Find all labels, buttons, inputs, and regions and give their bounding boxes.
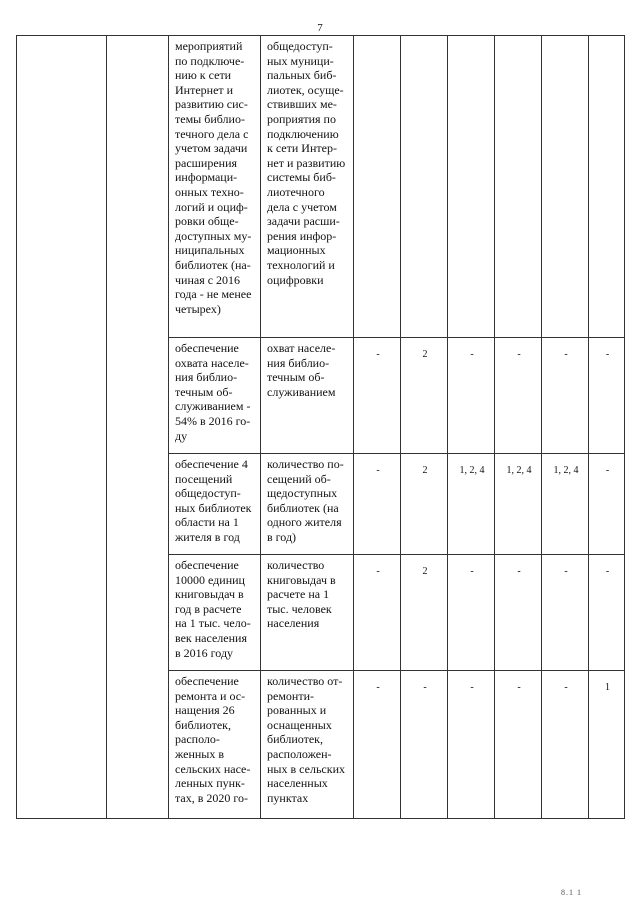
mark-cell: - <box>448 555 495 671</box>
indicator-text: охват населе- ния библио- течным об- служиванием <box>267 341 336 399</box>
mark-cell: - <box>542 555 589 671</box>
mark-cell <box>401 36 448 338</box>
mark-cell: - <box>448 671 495 819</box>
indicator-text: количество от- ремонти- рованных и оснащенных библиотек, расположен- ных в сельских населенных пунктах <box>267 674 345 805</box>
measure-text: обеспечение 4 посещений общедоступ- ных библиотек области на 1 жителя в год <box>175 457 252 544</box>
measure-text: обеспечение ремонта и ос- нащения 26 библиотек, располо- женных в сельских насе- ленных пунк- тах, в 2020 го- <box>175 674 251 805</box>
program-table <box>16 35 625 819</box>
mark-cell: - <box>354 555 401 671</box>
mark-cell: - <box>495 555 542 671</box>
indicator-cell <box>261 671 354 819</box>
mark-cell: - <box>589 555 625 671</box>
measure-cell <box>169 338 261 454</box>
mark-cell: 2 <box>401 338 448 454</box>
mark-cell: 2 <box>401 454 448 555</box>
mark-cell: - <box>589 454 625 555</box>
mark-cell: - <box>589 338 625 454</box>
indicator-cell <box>261 338 354 454</box>
mark-cell <box>448 36 495 338</box>
mark-cell: - <box>495 671 542 819</box>
indicator-text: общедоступ- ных муници- пальных биб- лиотек, осуще- ствивших ме- роприятия по подключению к сети Интер- нет и развитию системы биб- лиотечного дела с учетом задачи расши- рения инфор- мационных технологий и оцифровки <box>267 39 346 287</box>
indicator-text: количество книговыдач в расчете на 1 тыс. человек населения <box>267 558 336 631</box>
indicator-text: количество по- сещений об- щедоступных библиотек (на одного жителя в год) <box>267 457 344 544</box>
table-row <box>17 36 625 338</box>
mark-cell: 1, 2, 4 <box>495 454 542 555</box>
mark-cell: - <box>354 671 401 819</box>
page-number: 7 <box>317 22 323 34</box>
mark-cell: - <box>354 454 401 555</box>
mark-cell: 2 <box>401 555 448 671</box>
mark-cell: - <box>542 338 589 454</box>
measure-text: обеспечение охвата населе- ния библио- течным об- служиванием - 54% в 2016 го- ду <box>175 341 251 443</box>
measure-cell <box>169 555 261 671</box>
mark-cell: 1, 2, 4 <box>448 454 495 555</box>
mark-cell: - <box>354 338 401 454</box>
indicator-cell <box>261 454 354 555</box>
mark-cell <box>495 36 542 338</box>
indicator-cell <box>261 36 354 338</box>
measure-cell <box>169 671 261 819</box>
footer-mark: 8.1 1 <box>561 888 582 897</box>
mark-cell <box>354 36 401 338</box>
mark-cell <box>542 36 589 338</box>
mark-cell: 1, 2, 4 <box>542 454 589 555</box>
indicator-cell <box>261 555 354 671</box>
mark-cell: - <box>542 671 589 819</box>
measure-cell <box>169 454 261 555</box>
measure-cell <box>169 36 261 338</box>
mark-cell: - <box>495 338 542 454</box>
mark-cell <box>589 36 625 338</box>
mark-cell: - <box>401 671 448 819</box>
program-cell <box>17 36 107 819</box>
mark-cell: - <box>448 338 495 454</box>
measure-text: обеспечение 10000 единиц книговыдач в год в расчете на 1 тыс. чело- век населения в 2016 году <box>175 558 251 660</box>
responsible-cell <box>107 36 169 819</box>
mark-cell: 1 <box>589 671 625 819</box>
measure-text: мероприятий по подключе- нию к сети Интернет и развитию сис- темы библио- течного дела с учетом задачи расширения информаци- онных техно- логий и оциф- ровки обще- доступных му- ниципальных библиотек (на- чиная с 2016 года - не менее четырех) <box>175 39 252 316</box>
